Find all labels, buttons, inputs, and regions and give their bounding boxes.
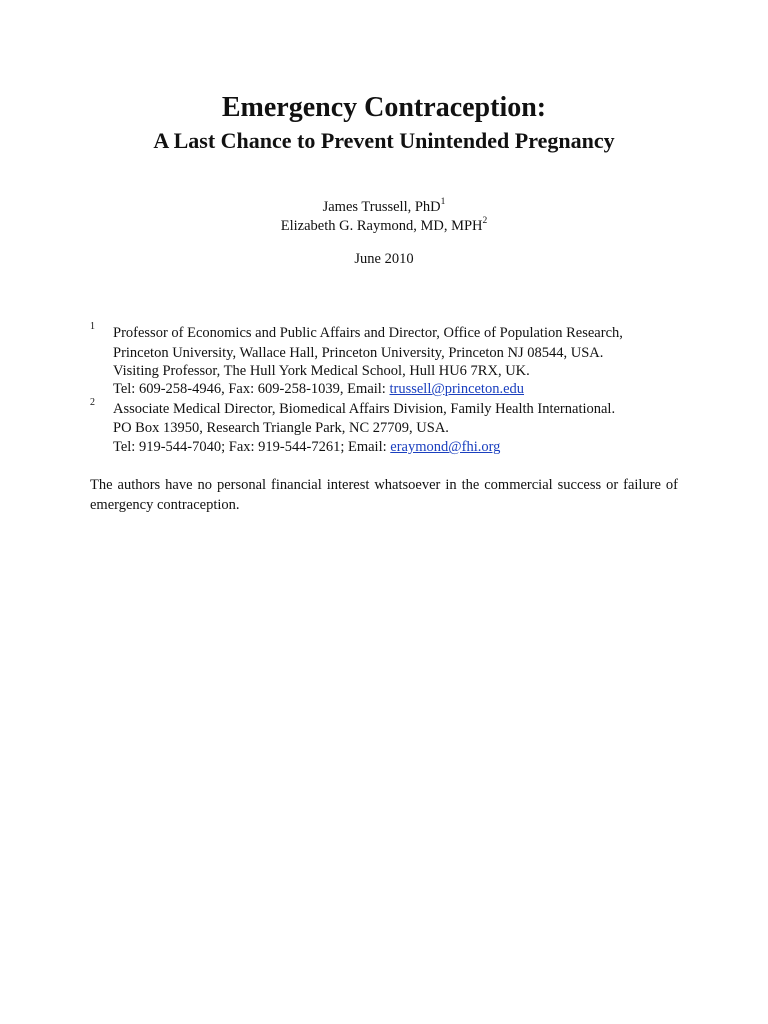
financial-disclosure: The authors have no personal financial interest whatsoever in the commercial success or failure of emergency contraception. <box>90 477 678 513</box>
author-2-affiliation-mark: 2 <box>482 216 488 226</box>
footnote-1-line-1: Professor of Economics and Public Affairs and Director, Office of Population Research, <box>113 325 623 341</box>
paper-title: Emergency Contraception: <box>221 92 547 123</box>
paper-subtitle: A Last Chance to Prevent Unintended Pregnancy <box>153 128 615 153</box>
footnote-2-line-1: Associate Medical Director, Biomedical Affairs Division, Family Health International. <box>113 401 616 417</box>
author-2 <box>0 213 768 235</box>
footnote-2-email-link[interactable]: eraymond@fhi.org <box>390 439 501 455</box>
author-1-affiliation-mark: 1 <box>440 197 446 207</box>
publication-date: June 2010 <box>354 251 414 267</box>
footnote-2-mark: 2 <box>90 397 95 408</box>
footnote-1-line-3: Visiting Professor, The Hull York Medical School, Hull HU6 7RX, UK. <box>113 363 530 379</box>
author-1-name: James Trussell, PhD <box>322 198 441 215</box>
footnote-1-contact-text: Tel: 609-258-4946, Fax: 609-258-1039, Email: <box>113 381 390 397</box>
footnote-2-contact <box>113 438 500 456</box>
footnote-2-line-2: PO Box 13950, Research Triangle Park, NC 27709, USA. <box>113 420 449 436</box>
author-2-name: Elizabeth G. Raymond, MD, MPH <box>280 217 483 234</box>
footnote-1-line-2: Princeton University, Wallace Hall, Princeton University, Princeton NJ 08544, USA. <box>113 345 604 361</box>
footnote-2-contact-text: Tel: 919-544-7040; Fax: 919-544-7261; Email: <box>113 439 391 455</box>
footnote-1-mark: 1 <box>90 321 95 332</box>
footnote-1-contact <box>113 380 524 398</box>
footnote-1-email-link[interactable]: trussell@princeton.edu <box>389 381 525 397</box>
